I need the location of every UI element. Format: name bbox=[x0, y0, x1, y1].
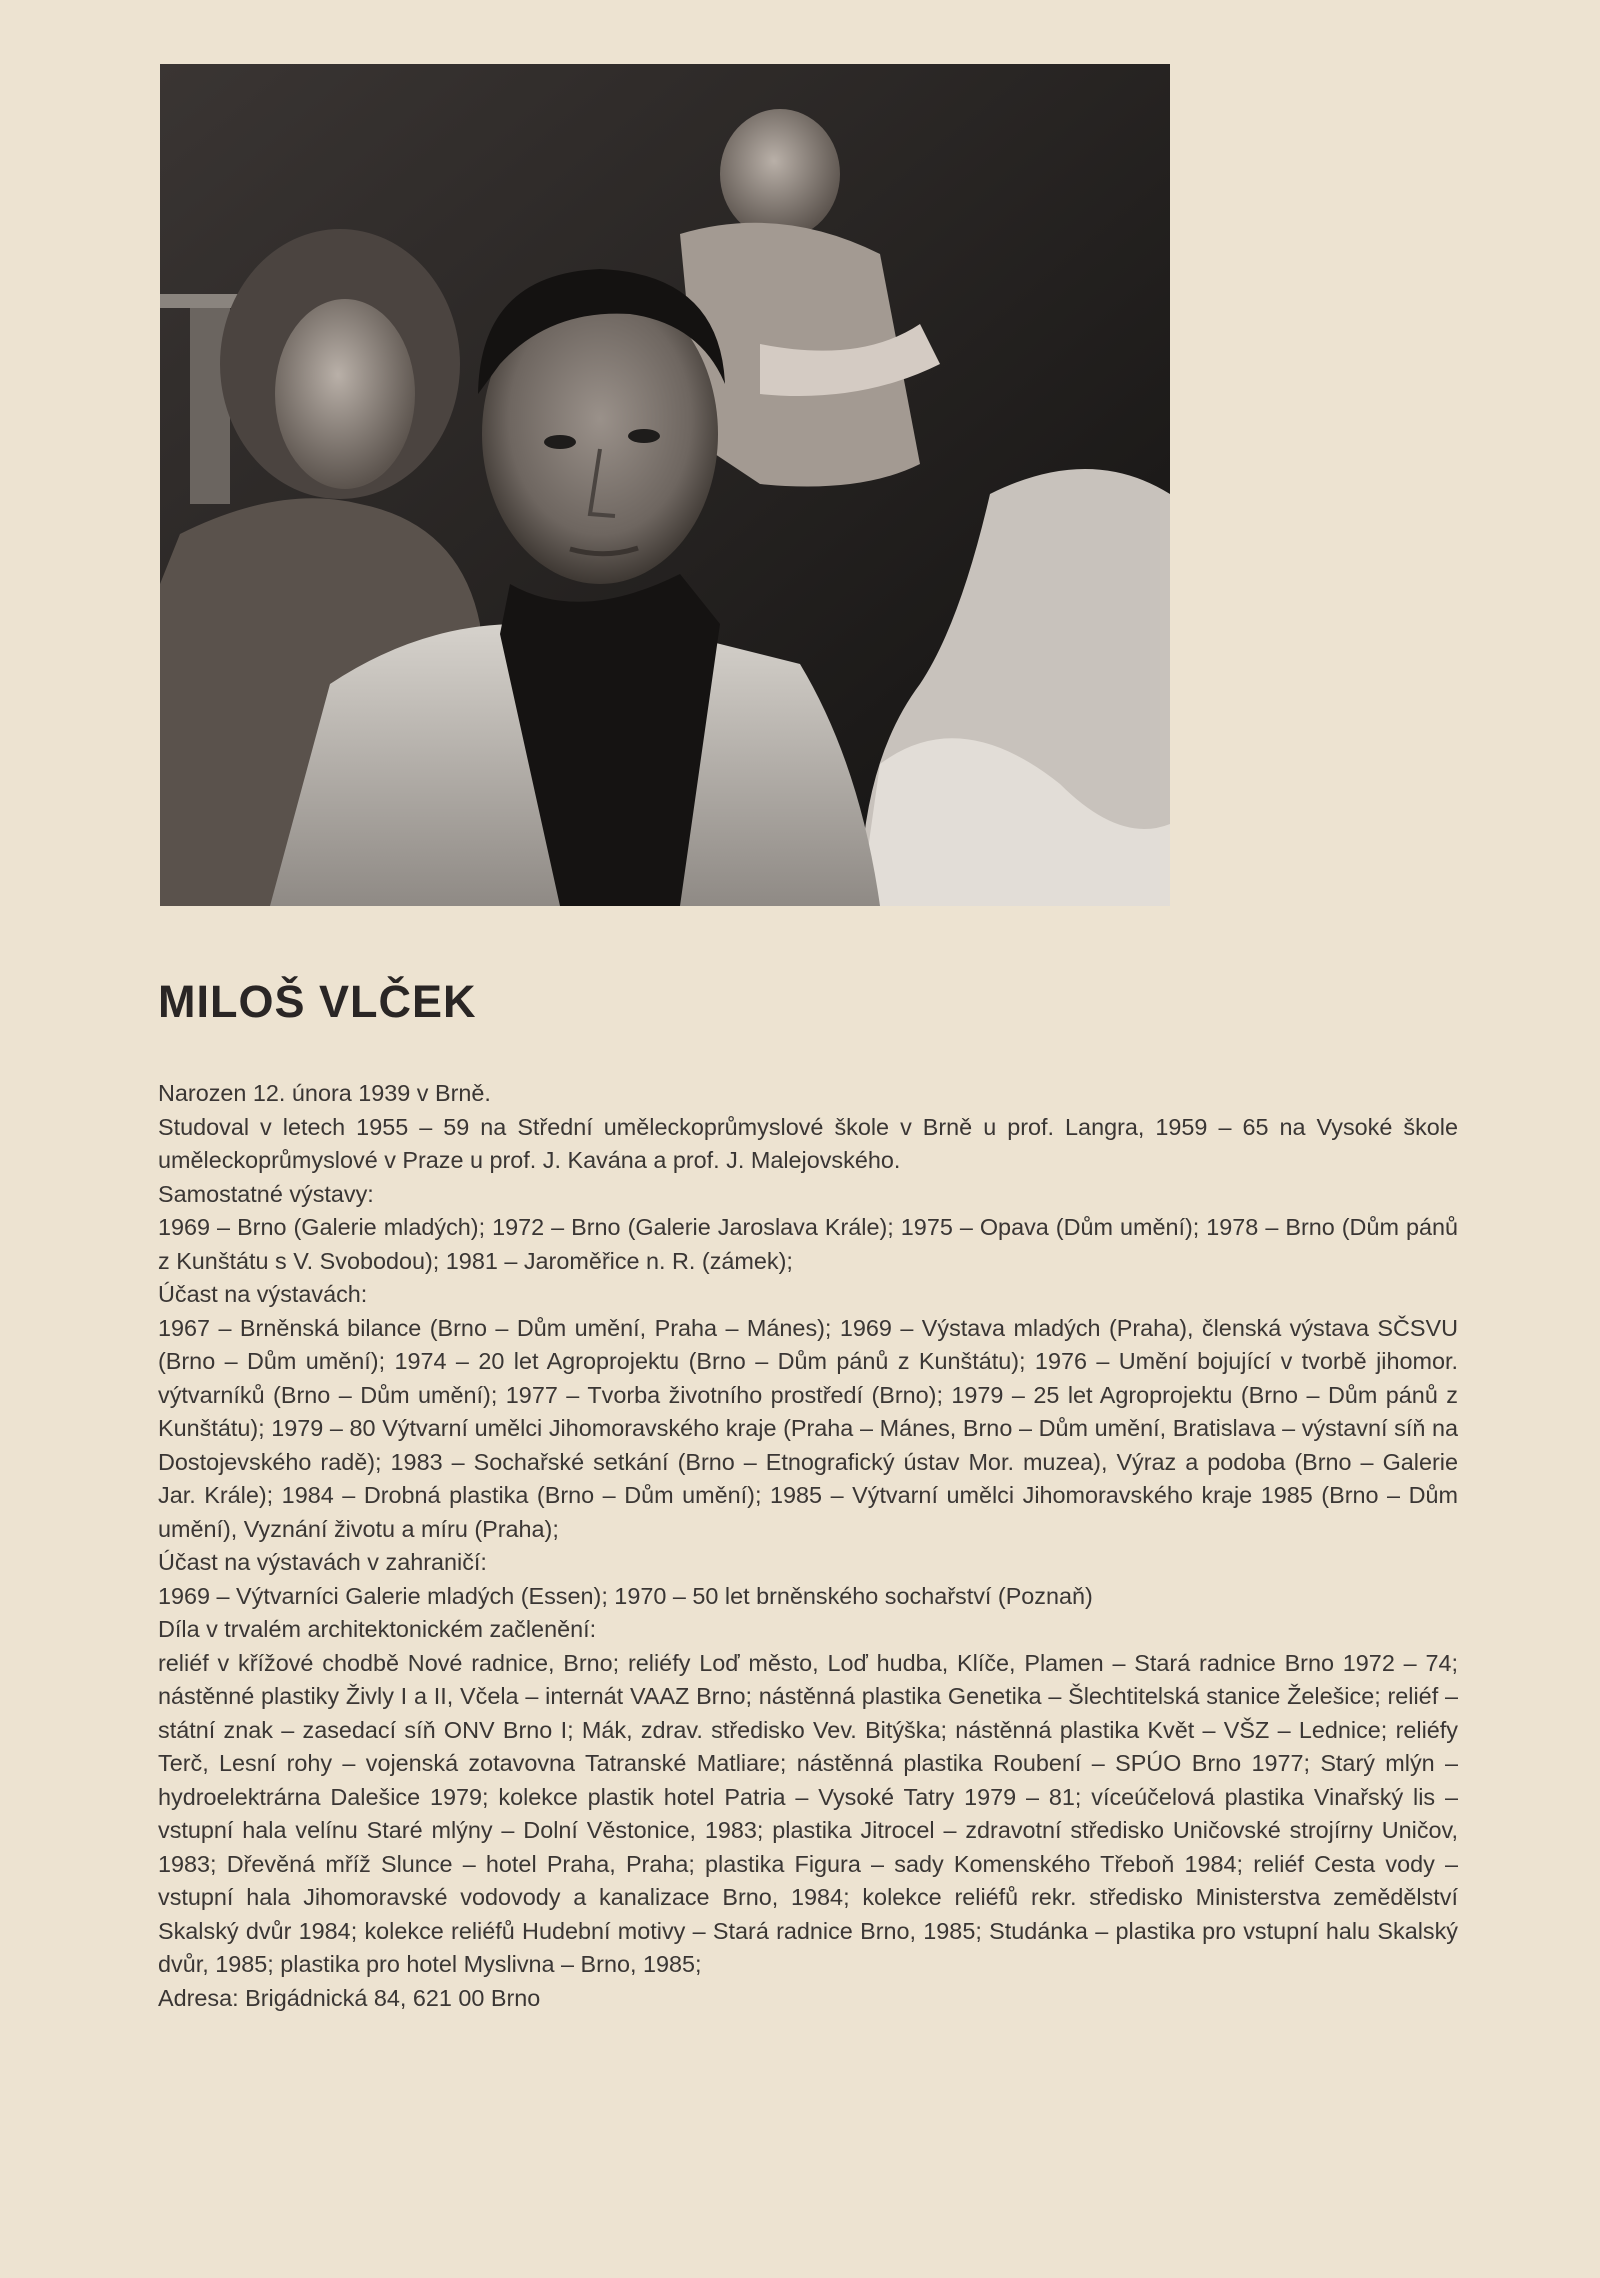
foreign-exhibitions-list: 1969 – Výtvarníci Galerie mladých (Essen); 1970 – 50 let brněnského sochařství (Poznaň) bbox=[158, 1582, 1093, 1609]
solo-exhibitions-list: 1969 – Brno (Galerie mladých); 1972 – Brno (Galerie Jaroslava Krále); 1975 – Opava (Dům umění); 1978 – Brno (Dům pánů z Kunštátu s V. Svobodou); 1981 – Jaroměřice n. R. (zámek); bbox=[158, 1214, 1458, 1274]
portrait-photo bbox=[160, 64, 1170, 906]
biography-text bbox=[158, 1077, 1458, 2015]
foreign-exhibitions-heading: Účast na výstavách v zahraničí: bbox=[158, 1549, 487, 1575]
portrait-photo-illustration bbox=[160, 64, 1170, 906]
solo-exhibitions-heading: Samostatné výstavy: bbox=[158, 1180, 374, 1207]
architectural-works-heading: Díla v trvalém architektonickém začlenění: bbox=[158, 1616, 597, 1642]
architectural-works-list: reliéf v křížové chodbě Nové radnice, Brno; reliéfy Loď město, Loď hudba, Klíče, Plamen – Stará radnice Brno 1972 – 74; nástěnné plastiky Živly I a II, Včela – internát VAAZ Brno; nástěnná plastika Genetika – Šlechtitelská stanice Želešice; reliéf – státní znak – zasedací síň ONV Brno I; Mák, zdrav. středisko Vev. Bitýška; nástěnná plastika Květ – VŠZ – Lednice; reliéfy Terč, Lesní rohy – vojenská zotavovna Tatranské Matliare; nástěnná plastika Roubení – SPÚO Brno 1977; Starý mlýn – hydroelektrárna Dalešice 1979; kolekce plastik hotel Patria – Vysoké Tatry 1979 – 81; víceúčelová plastika Vinařský lis – vstupní hala velínu Staré mlýny – Dolní Věstonice, 1983; plastika Jitrocel – zdravotní středisko Uničovské strojírny Uničov, 1983; Dřevěná mříž Slunce – hotel Praha, Praha; plastika Figura – sady Komenského Třeboň 1984; reliéf Cesta vody – vstupní hala Jihomoravské vodovody a kanalizace Brno, 1984; kolekce reliéfů rekr. středisko Ministerstva zemědělství Skalský dvůr 1984; kolekce reliéfů Hudební motivy – Stará radnice Brno, 1985; Studánka – plastika pro vstupní halu Skalský dvůr, 1985; plastika pro hotel Myslivna – Brno, 1985; bbox=[158, 1649, 1458, 1977]
education-paragraph: Studoval v letech 1955 – 59 na Střední uměleckoprůmyslové škole v Brně u prof. Langra, 1959 – 65 na Vysoké škole uměleckoprůmyslové v Praze u prof. J. Kavána a prof. J. Malejovského. bbox=[158, 1113, 1458, 1173]
address-line: Adresa: Brigádnická 84, 621 00 Brno bbox=[158, 1984, 541, 2011]
group-exhibitions-list: 1967 – Brněnská bilance (Brno – Dům umění, Praha – Mánes); 1969 – Výstava mladých (Praha), členská výstava SČSVU (Brno – Dům umění); 1974 – 20 let Agroprojektu (Brno – Dům pánů z Kunštátu); 1976 – Umění bojující v tvorbě jihomor. výtvarníků (Brno – Dům umění); 1977 – Tvorba životního prostředí (Brno); 1979 – 25 let Agroprojektu (Brno – Dům pánů z Kunštátu); 1979 – 80 Výtvarní umělci Jihomoravského kraje (Praha – Mánes, Brno – Dům umění, Bratislava – výstavní síň na Dostojevského radě); 1983 – Sochařské setkání (Brno – Etnografický ústav Mor. muzea), Výraz a podoba (Brno – Galerie Jar. Krále); 1984 – Drobná plastika (Brno – Dům umění); 1985 – Výtvarní umělci Jihomoravského kraje 1985 (Brno – Dům umění), Vyznání životu a míru (Praha); bbox=[158, 1314, 1458, 1542]
page-title: MILOŠ VLČEK bbox=[158, 976, 477, 1027]
group-exhibitions-heading: Účast na výstavách: bbox=[158, 1281, 368, 1307]
birth-line: Narozen 12. února 1939 v Brně. bbox=[158, 1080, 491, 1106]
